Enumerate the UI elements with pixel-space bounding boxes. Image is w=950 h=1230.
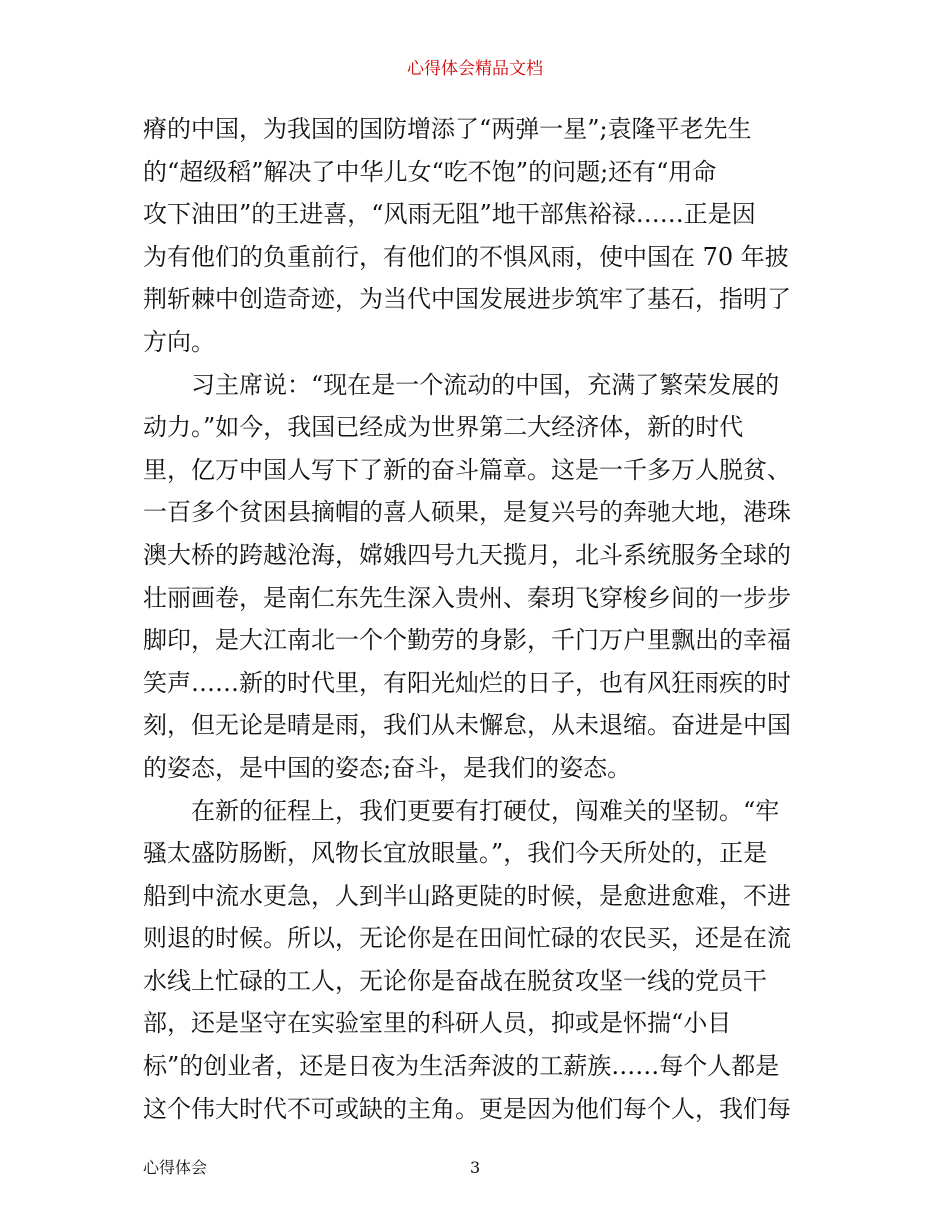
- body-line: 标”的创业者，还是日夜为生活奔波的工薪族……每个人都是: [143, 1052, 780, 1081]
- body-line: 为有他们的负重前行，有他们的不惧风雨，使中国在 70 年披: [143, 242, 789, 271]
- body-line: 的姿态，是中国的姿态;奋斗，是我们的姿态。: [143, 753, 632, 782]
- body-line: 则退的时候。所以，无论你是在田间忙碌的农民买，还是在流: [143, 924, 791, 953]
- body-line: 壮丽画卷，是南仁东先生深入贵州、秦玥飞穿梭乡间的一步步: [143, 583, 791, 612]
- body-line: 攻下油田”的王进喜，“风雨无阻”地干部焦裕禄……正是因: [143, 200, 756, 229]
- footer-label: 心得体会: [143, 1158, 208, 1177]
- body-line: 脚印，是大江南北一个个勤劳的身影，千门万户里飘出的幸福: [143, 626, 791, 655]
- body-line: 澳大桥的跨越沧海，嫦娥四号九天揽月，北斗系统服务全球的: [143, 540, 791, 569]
- body-line: 习主席说：“现在是一个流动的中国，充满了繁荣发展的: [143, 370, 780, 399]
- page-footer: [143, 1156, 813, 1180]
- page-header-title: 心得体会精品文档: [407, 59, 543, 79]
- body-line: 方向。: [143, 327, 215, 356]
- body-line: 船到中流水更急，人到半山路更陡的时候，是愈进愈难，不进: [143, 881, 791, 910]
- body-line: 动力。”如今，我国已经成为世界第二大经济体，新的时代: [143, 413, 744, 442]
- body-line: 骚太盛防肠断，风物长宜放眼量。”，我们今天所处的，正是: [143, 839, 768, 868]
- body-line: 水线上忙碌的工人，无论你是奋战在脱贫攻坚一线的党员干: [143, 966, 767, 995]
- body-line: 这个伟大时代不可或缺的主角。更是因为他们每个人，我们每: [143, 1094, 791, 1123]
- body-line: 一百多个贫困县摘帽的喜人硕果，是复兴号的奔驰大地，港珠: [143, 498, 791, 527]
- document-body: [143, 108, 813, 1130]
- body-line: 里，亿万中国人写下了新的奋斗篇章。这是一千多万人脱贫、: [143, 455, 791, 484]
- body-line: 刻，但无论是晴是雨，我们从未懈怠，从未退缩。奋进是中国: [143, 711, 791, 740]
- body-line: 的“超级稻”解决了中华儿女“吃不饱”的问题;还有“用命: [143, 157, 717, 186]
- body-line: 笑声……新的时代里，有阳光灿烂的日子，也有风狂雨疾的时: [143, 668, 791, 697]
- body-line: 瘠的中国，为我国的国防增添了“两弹一星”;袁隆平老先生: [143, 115, 752, 143]
- body-line: 部，还是坚守在实验室里的科研人员，抑或是怀揣“小目: [143, 1009, 732, 1038]
- page-number: 3: [470, 1158, 481, 1177]
- body-line: 荆斩棘中创造奇迹，为当代中国发展进步筑牢了基石，指明了: [143, 285, 791, 314]
- body-line: 在新的征程上，我们更要有打硬仗，闯难关的坚韧。“牢: [143, 796, 780, 825]
